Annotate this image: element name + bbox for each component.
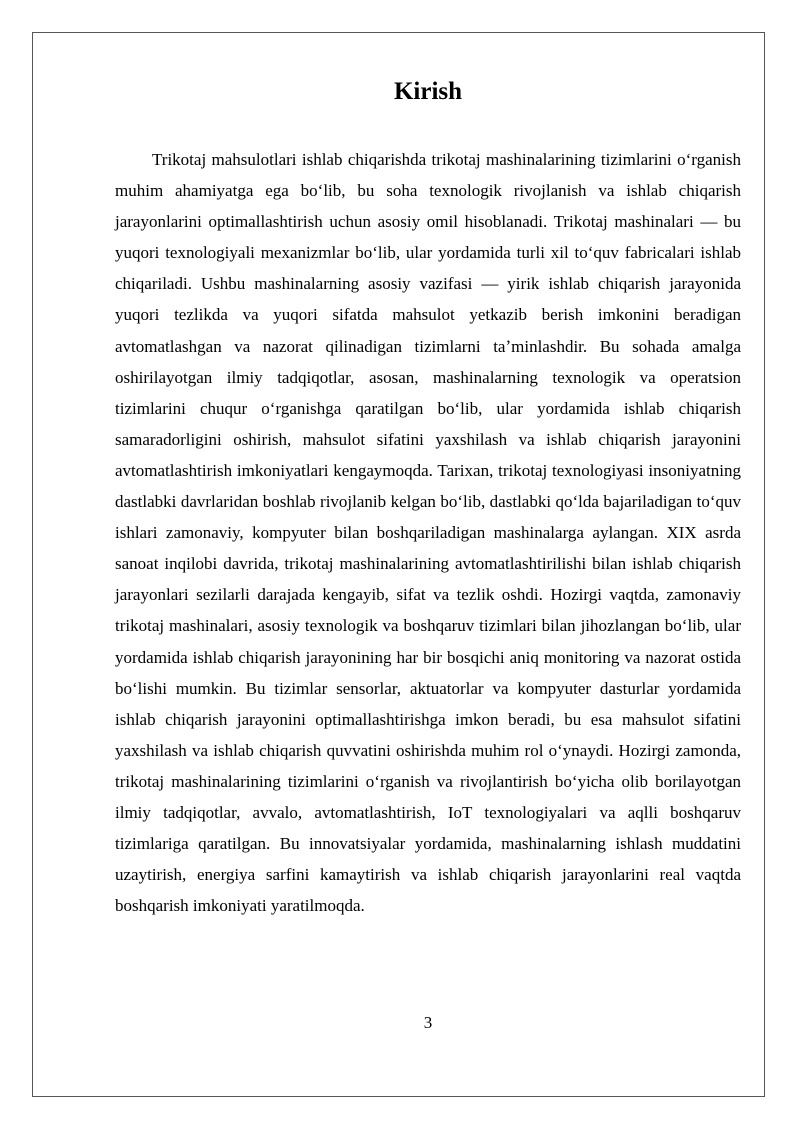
body-paragraph: Trikotaj mahsulotlari ishlab chiqarishda trikotaj mashinalarining tizimlarini oʻrganish muhim ahamiyatga ega boʻlib, bu soha texnologik rivojlanish va ishlab chiqarish jarayonlarini optimallashtirish uchun asosiy omil hisoblanadi. Trikotaj mashinalari — bu yuqori texnologiyali mexanizmlar boʻlib, ular yordamida turli xil toʻquv fabricalari ishlab chiqariladi. Ushbu mashinalarning asosiy vazifasi — yirik ishlab chiqarish jarayonida yuqori tezlikda va yuqori sifatda mahsulot yetkazib berish imkonini beradigan avtomatlashgan va nazorat qilinadigan tizimlarni taʼminlashdir. Bu sohada amalga oshirilayotgan ilmiy tadqiqotlar, asosan, mashinalarning texnologik va operatsion tizimlarini chuqur oʻrganishga qaratilgan boʻlib, ular yordamida ishlab chiqarish samaradorligini oshirish, mahsulot sifatini yaxshilash va ishlab chiqarish jarayonini avtomatlashtirish imkoniyatlari kengaymoqda. Tarixan, trikotaj texnologiyasi insoniyatning dastlabki davrlaridan boshlab rivojlanib kelgan boʻlib, dastlabki qoʻlda bajariladigan toʻquv ishlari zamonaviy, kompyuter bilan boshqariladigan mashinalarga aylangan. XIX asrda sanoat inqilobi davrida, trikotaj mashinalarining avtomatlashtirilishi bilan ishlab chiqarish jarayonlari sezilarli darajada kengayib, sifat va tezlik oshdi. Hozirgi vaqtda, zamonaviy trikotaj mashinalari, asosiy texnologik va boshqaruv tizimlari bilan jihozlangan boʻlib, ular yordamida ishlab chiqarish jarayonining har bir bosqichi aniq monitoring va nazorat ostida boʻlishi mumkin. Bu tizimlar sensorlar, aktuatorlar va kompyuter dasturlar yordamida ishlab chiqarish jarayonini optimallashtirishga imkon beradi, bu esa mahsulot sifatini yaxshilash va ishlab chiqarish quvvatini oshirishda muhim rol oʻynaydi. Hozirgi zamonda, trikotaj mashinalarining tizimlarini oʻrganish va rivojlantirish boʻyicha olib borilayotgan ilmiy tadqiqotlar, avvalo, avtomatlashtirish, IoT texnologiyalari va aqlli boshqaruv tizimlariga qaratilgan. Bu innovatsiyalar yordamida, mashinalarning ishlash muddatini uzaytirish, energiya sarfini kamaytirish va ishlab chiqarish jarayonlarini real vaqtda boshqarish imkoniyati yaratilmoqda. bbox=[115, 150, 741, 916]
page-number: 3 bbox=[423, 1013, 433, 1032]
page-title: Kirish bbox=[393, 78, 463, 105]
